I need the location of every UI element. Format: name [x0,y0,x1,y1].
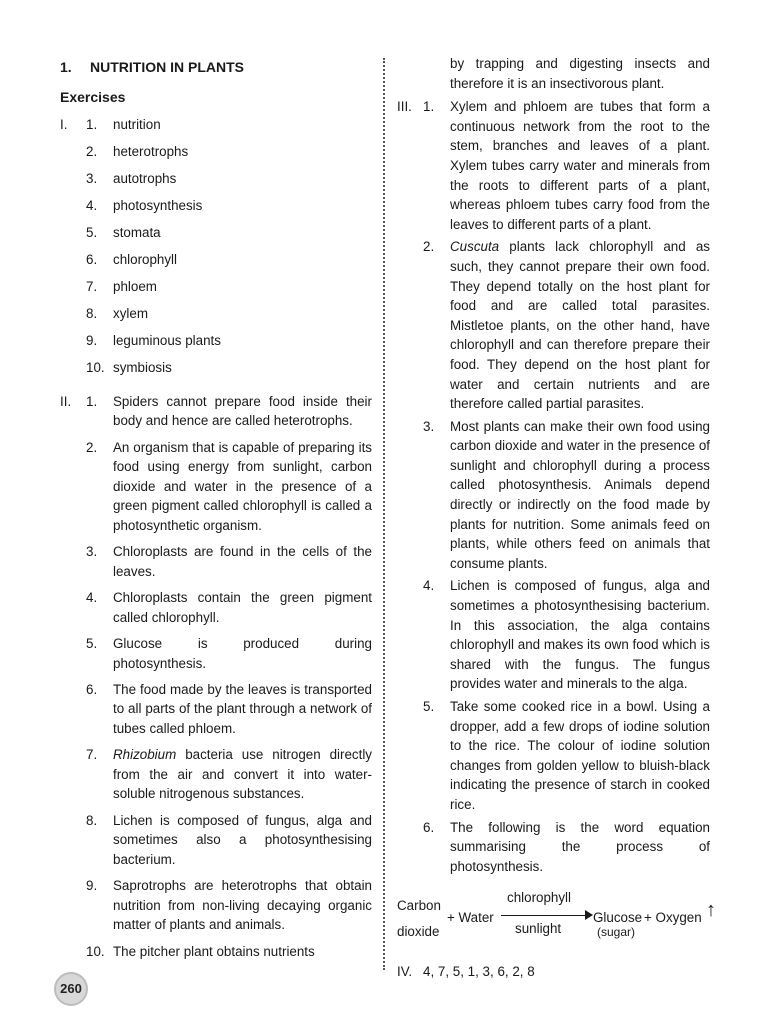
condition-chlorophyll: chlorophyll [507,890,572,906]
list-item: 9. leguminous plants [86,333,221,349]
arrow-head-icon [585,910,593,920]
section-2 [60,392,372,962]
list-item: 8. Lichen is composed of fungus, alga and sometimes also a photosynthesising bacterium. [86,812,372,867]
species-name: Cuscuta [450,239,500,255]
left-column [60,54,372,968]
condition-sunlight: sunlight [515,921,562,937]
list-item: 3. autotrophs [86,171,177,187]
list-item: 6. chlorophyll [86,252,178,268]
reactant-water: + Water [447,910,494,926]
photosynthesis-equation [397,888,716,950]
list-item: 2. heterotrophs [86,144,189,160]
list-item: II. 1. Spiders cannot prepare food inside their body and hence are called heterotrophs. [60,393,372,429]
list-item: 4. photosynthesis [86,198,203,214]
continued-text: by trapping and digesting insects and therefore it is an insectivorous plant. [450,56,710,91]
reaction-arrow [501,915,589,916]
exercises-heading: Exercises [60,88,126,105]
list-item: I. 1. nutrition [60,117,161,133]
list-item: 8. xylem [86,306,148,322]
section-4: IV. 4, 7, 5, 1, 3, 6, 2, 8 [397,964,535,980]
list-item: 10. symbiosis [86,360,172,376]
list-item: 2. An organism that is capable of preparing its food using energy from sunlight, carbon dioxide and water in the presence of a green pigment called chlorophyll is called a photosynthetic organism. [86,439,372,533]
list-item: 6. The following is the word equation summarising the process of photosynthesis. [423,819,710,874]
list-item: 3. Chloroplasts are found in the cells of the leaves. [86,544,372,579]
section-3 [397,97,710,876]
list-item: 10. The pitcher plant obtains nutrients [86,943,315,959]
list-item: 7. phloem [86,279,157,295]
species-name: Rhizobium [113,747,177,763]
list-item: 5. Glucose is produced during photosynthesis. [86,635,372,671]
reactant-dioxide: dioxide [397,924,440,940]
list-item: 4. Lichen is composed of fungus, alga and sometimes a photosynthesising bacterium. In this association, the alga contains chlorophyll and makes its own food which is shared with the fungus. The fungus provides water and minerals to the alga. [423,578,710,692]
page-number: 260 [54,972,88,1006]
product-note: (sugar) [597,925,636,940]
product-oxygen: + Oxygen [644,910,702,926]
list-item: 3. Most plants can make their own food using carbon dioxide and water in the presence of sunlight and chlorophyll during a process called photosynthesis. Animals depend directly or indirectly on the food made by plants for nutrition. Some animals feed on plants, while others feed on animals that consume plants. [423,418,710,571]
chapter-title: 1. NUTRITION IN PLANTS [60,59,244,75]
product-glucose: Glucose [593,910,643,926]
right-column [397,54,716,982]
column-divider [383,58,385,970]
reactant-carbon: Carbon [397,898,441,914]
list-item: 2. Cuscuta plants lack chlorophyll and as such, they cannot prepare their own food. They depend totally on the host plant for food and are called total parasites. Mistletoe plants, on the other hand, have chlorophyll and can therefore prepare their food. They depend on the host plant for water and certain nutrients and are therefore called partial parasites. [423,239,710,412]
list-item: 9. Saprotrophs are heterotrophs that obtain nutrition from non-living decaying organic matter of plants and animals. [86,878,372,933]
list-item: 6. The food made by the leaves is transported to all parts of the plant through a network of tubes called phloem. [86,681,372,736]
list-item: 5. Take some cooked rice in a bowl. Using a dropper, add a few drops of iodine solution to the rice. The colour of iodine solution changes from golden yellow to bluish-black indicating the presence of starch in cooked rice. [423,699,710,812]
list-item: 5. stomata [86,225,161,241]
list-item: III. 1. Xylem and phloem are tubes that form a continuous network from the root to the stem, branches and leaves of a plant. Xylem tubes carry water and minerals from the roots to different parts of a plant, whereas phloem tubes carry food from the leaves to different parts of a plant. [397,99,710,232]
section-1 [60,115,372,377]
gas-arrow-icon: ↑ [706,899,716,922]
list-item: 7. Rhizobium bacteria use nitrogen directly from the air and convert it into water-soluble nitrogenous substances. [86,747,372,802]
list-item: 4. Chloroplasts contain the green pigment called chlorophyll. [86,590,372,625]
